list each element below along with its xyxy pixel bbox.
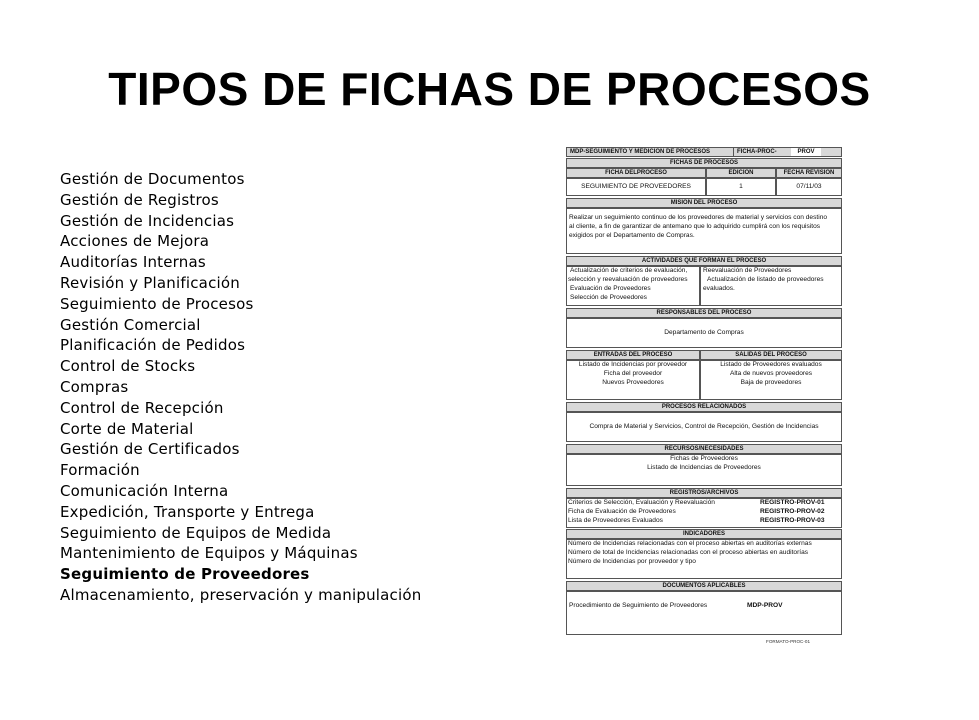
form-top-bar xyxy=(566,147,842,157)
col-ficha: FICHA DELPROCESO xyxy=(566,168,706,178)
actividades-left-box xyxy=(566,266,700,306)
list-item: Corte de Material xyxy=(60,419,194,438)
form-top-right: PROV xyxy=(791,148,821,157)
val-edicion: 1 xyxy=(739,183,743,190)
actividades-header: ACTIVIDADES QUE FORMAN EL PROCESO xyxy=(566,256,842,266)
actividad-left: Evaluación de Proveedores xyxy=(570,285,651,292)
list-item: Almacenamiento, preservación y manipulación xyxy=(60,585,422,604)
actividad-right: Actualización de listado de proveedores xyxy=(707,276,824,283)
process-list xyxy=(60,169,421,606)
list-item: Seguimiento de Procesos xyxy=(60,294,254,313)
process-form-image xyxy=(566,145,842,644)
responsables-header: RESPONSABLES DEL PROCESO xyxy=(566,308,842,318)
entrada-item: Ficha del proveedor xyxy=(603,370,663,377)
val-ficha-cell xyxy=(566,178,706,196)
recurso-item: Fichas de Proveedores xyxy=(670,455,738,462)
col-edicion: EDICIÓN xyxy=(706,168,776,178)
list-item: Gestión de Registros xyxy=(60,190,219,209)
list-item: Auditorías Internas xyxy=(60,253,206,272)
list-item: Gestión de Certificados xyxy=(60,440,240,459)
form-footer-code: FORMATO-PROC-01 xyxy=(766,639,810,644)
list-item: Seguimiento de Equipos de Medida xyxy=(60,523,332,542)
mision-line: exigidos por el Departamento de Compras. xyxy=(569,232,695,239)
recurso-item: Listado de Incidencias de Proveedores xyxy=(647,464,761,471)
relacionados-header: PROCESOS RELACIONADOS xyxy=(566,402,842,412)
entrada-item: Nuevos Proveedores xyxy=(602,379,664,386)
mision-line: al cliente, a fin de garantizar de antemano que lo adquirido cumplirá con los requisitos xyxy=(569,223,821,230)
page-title: TIPOS DE FICHAS DE PROCESOS xyxy=(108,63,871,115)
list-item: Revisión y Planificación xyxy=(60,273,240,292)
form-top-mid: FICHA-PROC- xyxy=(733,148,777,157)
responsables-value: Departamento de Compras xyxy=(664,329,744,336)
relacionados-value: Compra de Material y Servicios, Control de Recepción, Gestión de Incidencias xyxy=(589,423,819,430)
list-item: Formación xyxy=(60,461,140,480)
responsables-box xyxy=(566,318,842,348)
actividad-right: evaluados. xyxy=(703,285,735,292)
mision-line: Realizar un seguimiento continuo de los proveedores de material y servicios con destino xyxy=(569,214,828,221)
salidas-header: SALIDAS DEL PROCESO xyxy=(700,350,842,360)
fichas-header: FICHAS DE PROCESOS xyxy=(566,158,842,168)
list-item: Comunicación Interna xyxy=(60,481,229,500)
actividades-right-box xyxy=(700,266,842,306)
list-item: Gestión de Documentos xyxy=(60,170,245,188)
list-item: Acciones de Mejora xyxy=(60,232,210,251)
registro-code: REGISTRO-PROV-02 xyxy=(760,508,825,515)
list-item-highlighted: Seguimiento de Proveedores xyxy=(60,565,310,584)
registro-name: Ficha de Evaluación de Proveedores xyxy=(568,508,676,515)
registro-code: REGISTRO-PROV-01 xyxy=(760,499,825,506)
list-item: Mantenimiento de Equipos y Máquinas xyxy=(60,544,358,563)
indicador-item: Número de total de Incidencias relacionadas con el proceso abiertas en auditorías xyxy=(568,549,809,556)
list-item: Gestión Comercial xyxy=(60,315,201,334)
val-ficha: SEGUIMIENTO DE PROVEEDORES xyxy=(581,183,691,190)
indicadores-header: INDICADORES xyxy=(566,529,842,539)
registro-name: Criterios de Selección, Evaluación y Reevaluación xyxy=(568,499,715,506)
val-fecha-cell xyxy=(776,178,842,196)
val-edicion-cell xyxy=(706,178,776,196)
relacionados-box xyxy=(566,412,842,442)
indicador-item: Número de Incidencias por proveedor y tipo xyxy=(568,558,696,565)
list-item: Control de Recepción xyxy=(60,398,224,417)
val-fecha: 07/11/03 xyxy=(796,183,822,190)
entradas-box xyxy=(566,360,700,400)
registro-code: REGISTRO-PROV-03 xyxy=(760,517,825,524)
mision-box xyxy=(566,208,842,254)
indicadores-box xyxy=(566,539,842,579)
list-item: Control de Stocks xyxy=(60,357,196,376)
salida-item: Listado de Proveedores evaluados xyxy=(720,361,822,368)
actividad-left: selección y reevaluación de proveedores xyxy=(568,276,688,283)
list-item: Planificación de Pedidos xyxy=(60,336,246,355)
registros-box xyxy=(566,498,842,528)
salida-item: Alta de nuevos proveedores xyxy=(729,370,813,377)
recursos-box xyxy=(566,454,842,486)
registro-name: Lista de Proveedores Evaluados xyxy=(568,517,663,524)
list-item: Expedición, Transporte y Entrega xyxy=(60,502,315,521)
recursos-header: RECURSOS/NECESIDADES xyxy=(566,444,842,454)
salida-item: Baja de proveedores xyxy=(740,379,802,386)
col-fecha: FECHA REVISIÓN xyxy=(776,168,842,178)
list-item: Compras xyxy=(60,377,129,396)
actividad-left: Selección de Proveedores xyxy=(570,294,647,301)
indicador-item: Número de Incidencias relacionadas con el proceso abiertas en auditorías externas xyxy=(568,540,812,547)
registros-header: REGISTROS/ARCHIVOS xyxy=(566,488,842,498)
mision-header: MISIÓN DEL PROCESO xyxy=(566,198,842,208)
documento-code: MDP-PROV xyxy=(747,602,783,609)
documentos-box xyxy=(566,591,842,635)
documento-name: Procedimiento de Seguimiento de Proveedores xyxy=(569,602,708,609)
salidas-box xyxy=(700,360,842,400)
form-top-left: MDP-SEGUIMIENTO Y MEDICIÓN DE PROCESOS xyxy=(570,149,711,155)
entradas-header: ENTRADAS DEL PROCESO xyxy=(566,350,700,360)
actividad-left: Actualización de criterios de evaluación, xyxy=(570,267,688,274)
documentos-header: DOCUMENTOS APLICABLES xyxy=(566,581,842,591)
list-item: Gestión de Incidencias xyxy=(60,211,235,230)
entrada-item: Listado de Incidencias por proveedor xyxy=(578,361,688,368)
actividad-right: Reevaluación de Proveedores xyxy=(703,267,792,274)
